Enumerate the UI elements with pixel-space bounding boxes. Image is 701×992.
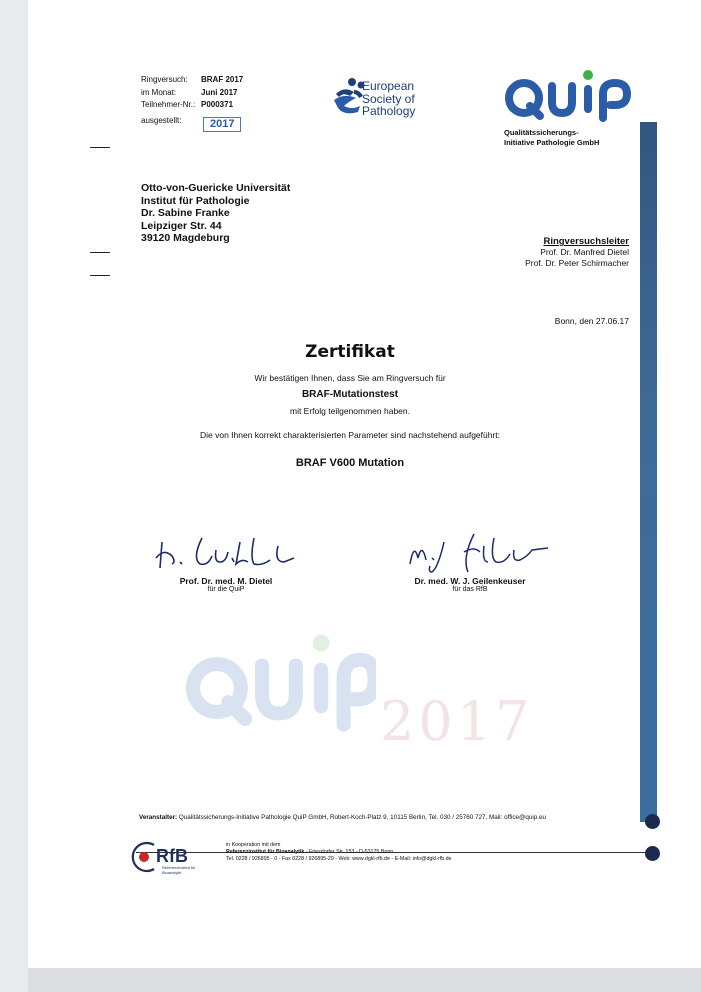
fold-mark [90, 147, 110, 148]
signature-geilenkeuser-icon [404, 528, 554, 578]
leaders-title: Ringversuchsleiter [543, 236, 629, 247]
certificate-title: Zertifikat [305, 342, 395, 362]
signer-org: für die QuiP [207, 586, 245, 593]
organizer-label: Veranstalter: [139, 814, 178, 821]
signature-dietel-icon [150, 528, 300, 574]
koop-address: - Friesdorfer Str. 153 - D-53175 Bonn [304, 849, 394, 855]
rfb-subtitle: Referenzinstitut für Bioanalytik [162, 865, 196, 875]
test-name: BRAF-Mutationstest [301, 389, 399, 400]
svg-text:RfB: RfB [156, 846, 188, 866]
footer-dot [645, 814, 660, 829]
meta-label: Teilnehmer-Nr.: [141, 100, 196, 109]
meta-block [141, 74, 243, 132]
issued-label: ausgestellt: [141, 115, 182, 125]
koop-institute: Referenzinstitut für Bioanalytik [226, 849, 305, 855]
address-line: Otto-von-Guericke Universität [141, 182, 291, 194]
koop-line: in Kooperation mit dem [226, 842, 281, 848]
esp-name [362, 80, 415, 118]
address-line: 39120 Magdeburg [141, 232, 230, 244]
quip-sub-line: Qualitätssicherungs- [504, 128, 579, 137]
signer-name: Prof. Dr. med. M. Dietel [179, 576, 273, 586]
quip-sub-line: Initiative Pathologie GmbH [504, 138, 600, 147]
signature-block-quip [156, 576, 296, 593]
watermark-year: 2017 [380, 690, 534, 753]
koop-line: Tel. 0228 / 926895 - 0 - Fax 0228 / 926895-29 - Web: www.dgkl-rfb.de - E-Mail: info@dgkl-rfb.de [226, 856, 452, 862]
esp-line: Pathology [362, 104, 416, 118]
signature-block-rfb [400, 576, 540, 593]
address-line: Leipziger Str. 44 [141, 219, 222, 232]
cooperation-block [226, 842, 452, 863]
issue-date: Bonn, den 27.06.17 [554, 316, 629, 326]
parameters-intro: Die von Ihnen korrekt charakterisierten Parameter sind nachstehend aufgeführt: [199, 430, 501, 440]
footer-dot [645, 846, 660, 861]
meta-label: im Monat: [141, 87, 177, 97]
address-line: Dr. Sabine Franke [141, 207, 230, 219]
parameter-result: BRAF V600 Mutation [295, 457, 405, 469]
fold-mark [90, 275, 110, 276]
leader-name: Prof. Dr. Manfred Dietel [540, 247, 629, 257]
success-line: mit Erfolg teilgenommen haben. [289, 406, 410, 416]
meta-value: BRAF 2017 [201, 75, 244, 84]
leader-name: Prof. Dr. Peter Schirmacher [525, 258, 629, 268]
page-edge [28, 968, 701, 992]
address-line: Institut für Pathologie [141, 194, 250, 207]
quip-watermark-icon [186, 626, 376, 736]
certificate-intro: Wir bestätigen Ihnen, dass Sie am Ringversuch für [254, 373, 446, 383]
organizer-text: Qualitätssicherungs-Initiative Pathologie QuiP GmbH, Robert-Koch-Platz 9, 10115 Berlin, Tel. 030 / 25760 727, Mail: office@quip.eu [178, 814, 547, 821]
koop-line [226, 849, 452, 856]
esp-line: Society of [362, 91, 415, 106]
issued-year-box: 2017 [203, 117, 241, 132]
decorative-side-bar [640, 122, 657, 822]
meta-value: P000371 [201, 100, 234, 109]
meta-label: Ringversuch: [141, 75, 188, 84]
quip-subtitle [504, 128, 599, 148]
organizer-line [139, 814, 546, 821]
esp-line: European [362, 79, 415, 93]
meta-value: Juni 2017 [201, 87, 238, 97]
recipient-address [141, 182, 290, 245]
signer-name: Dr. med. W. J. Geilenkeuser [414, 576, 526, 586]
ring-trial-leaders [525, 236, 629, 269]
quip-logo-icon [502, 68, 637, 126]
certificate-page [28, 0, 701, 968]
fold-mark [90, 252, 110, 253]
signer-org: für das RfB [452, 586, 488, 593]
